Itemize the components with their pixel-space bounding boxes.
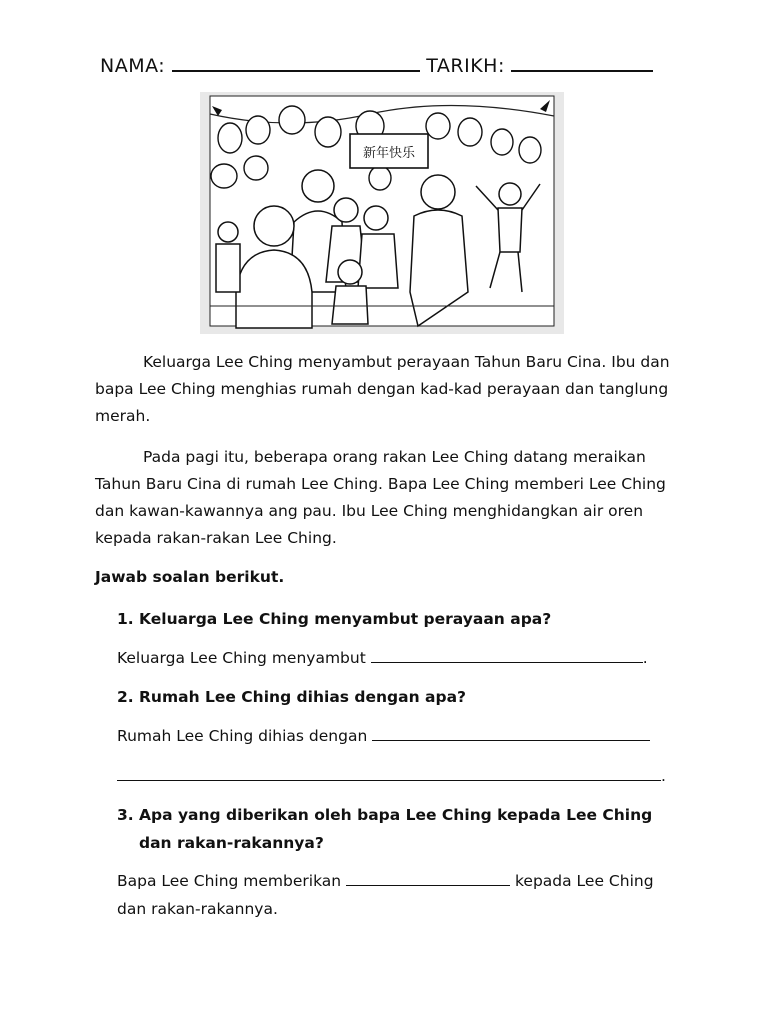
instruction-heading: Jawab soalan berikut. xyxy=(95,568,285,586)
answer-2-blank-line2[interactable] xyxy=(117,766,661,781)
name-field-line[interactable] xyxy=(172,52,420,72)
answer-3: Bapa Lee Ching memberikan kepada Lee Ching xyxy=(117,872,654,890)
date-label: TARIKH: xyxy=(426,55,505,77)
answer-2-line2: . xyxy=(117,762,687,790)
answer-2: Rumah Lee Ching dihias dengan xyxy=(117,722,687,750)
answer-2-blank-line1[interactable] xyxy=(372,726,650,741)
question-2: 2. Rumah Lee Ching dihias dengan apa? xyxy=(117,688,467,706)
sign-text: 新年快乐 xyxy=(362,146,416,161)
date-field-line[interactable] xyxy=(511,52,653,72)
answer-1-blank[interactable] xyxy=(371,648,643,663)
passage-paragraph-2: Pada pagi itu, beberapa orang rakan Lee Ching datang meraikan Tahun Baru Cina di rumah Lee Ching. Bapa Lee Ching memberi Lee Ching dan kawan-kawannya ang pau. Ibu Lee Ching menghidangkan air oren kepada rakan-rakan Lee Ching. xyxy=(95,448,666,547)
answer-1: Keluarga Lee Ching menyambut . xyxy=(117,649,648,667)
name-label: NAMA: xyxy=(100,55,166,77)
answer-3-blank[interactable] xyxy=(346,871,510,886)
chinese-new-year-illustration xyxy=(200,92,564,334)
question-1: 1. Keluarga Lee Ching menyambut perayaan apa? xyxy=(117,610,552,628)
passage-paragraph-1: Keluarga Lee Ching menyambut perayaan Tahun Baru Cina. Ibu dan bapa Lee Ching menghias rumah dengan kad-kad perayaan dan tanglung merah. xyxy=(95,353,670,425)
question-3: 3. Apa yang diberikan oleh bapa Lee Ching kepada Lee Ching dan rakan-rakannya? xyxy=(117,806,653,852)
answer-3-line2: dan rakan-rakannya. xyxy=(117,900,278,918)
header-row xyxy=(100,52,680,77)
